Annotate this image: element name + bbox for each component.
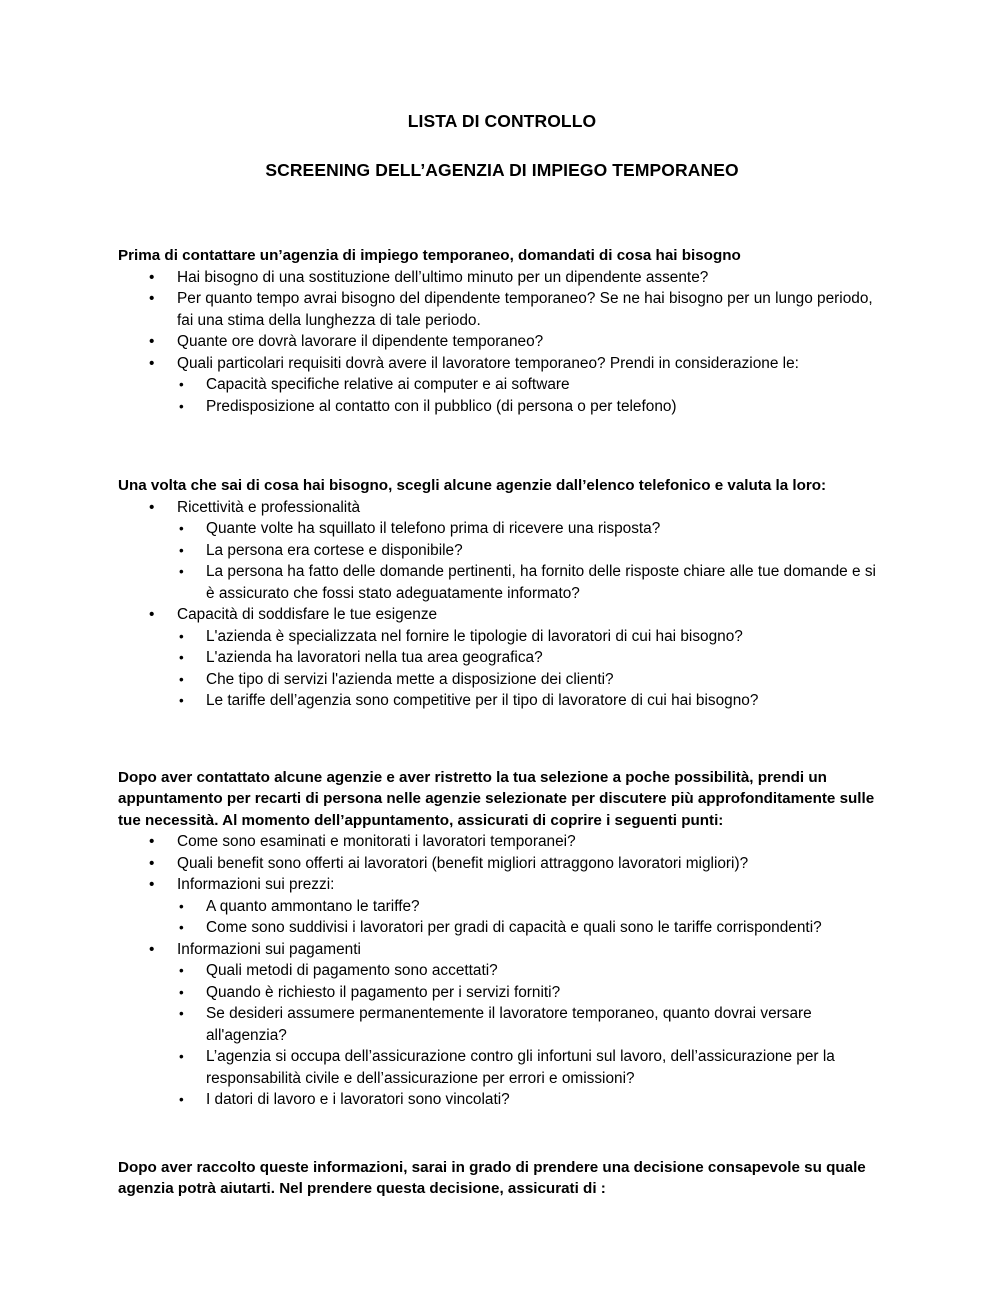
checklist-sublist <box>177 518 886 604</box>
checklist-subitem: • L’agenzia si occupa dell’assicurazione contro gli infortuni sul lavoro, dell’assicurazione per la responsabilità civile e dell’assicurazione per errori e omissioni? <box>177 1046 886 1089</box>
checklist-sublist <box>177 626 886 712</box>
checklist-item <box>118 874 886 939</box>
checklist-subitem: • Quante volte ha squillato il telefono prima di ricevere una risposta? <box>177 518 886 540</box>
checklist-item <box>118 831 886 853</box>
checklist-subitem: • Come sono suddivisi i lavoratori per gradi di capacità e quali sono le tariffe corrispondenti? <box>177 917 886 939</box>
checklist-subitem: • A quanto ammontano le tariffe? <box>177 896 886 918</box>
sections-container <box>118 245 886 1200</box>
checklist-item-label: • Hai bisogno di una sostituzione dell’ultimo minuto per un dipendente assente? <box>177 268 709 286</box>
checklist-item-label: • Quante ore dovrà lavorare il dipendente temporaneo? <box>177 333 544 350</box>
checklist-item <box>118 939 886 1111</box>
checklist-item-label: • Quali particolari requisiti dovrà avere il lavoratore temporaneo? Prendi in considerazione le: <box>177 354 799 372</box>
checklist-item-label: • Ricettività e professionalità <box>177 498 361 516</box>
checklist-item <box>118 353 886 418</box>
title-block <box>118 0 886 179</box>
checklist <box>118 497 886 712</box>
checklist-subitem: • I datori di lavoro e i lavoratori sono vincolati? <box>177 1089 886 1111</box>
checklist-sublist <box>177 374 886 417</box>
checklist-item <box>118 604 886 712</box>
checklist-subitem: • Le tariffe dell’agenzia sono competitive per il tipo di lavoratore di cui hai bisogno? <box>177 690 886 712</box>
checklist-subitem: • Se desideri assumere permanentemente il lavoratore temporaneo, quanto dovrai versare all'agenzia? <box>177 1003 886 1046</box>
section-heading: Dopo aver raccolto queste informazioni, sarai in grado di prendere una decisione consapevole su quale agenzia potrà aiutarti. Nel prendere questa decisione, assicurati di : <box>118 1158 866 1197</box>
checklist-item <box>118 497 886 605</box>
checklist-item <box>118 267 886 289</box>
page-subtitle: SCREENING DELL’AGENZIA DI IMPIEGO TEMPORANEO <box>265 159 739 180</box>
checklist-subitem: • Quali metodi di pagamento sono accettati? <box>177 960 886 982</box>
checklist-item <box>118 853 886 875</box>
checklist-sublist <box>177 960 886 1111</box>
checklist-item-label: • Per quanto tempo avrai bisogno del dipendente temporaneo? Se ne hai bisogno per un lungo periodo, fai una stima della lunghezza di tale periodo. <box>177 290 873 329</box>
checklist-item-label: • Capacità di soddisfare le tue esigenze <box>177 606 438 623</box>
checklist-subitem: • L'azienda ha lavoratori nella tua area geografica? <box>177 647 886 669</box>
checklist <box>118 831 886 1111</box>
checklist-subitem: • L'azienda è specializzata nel fornire le tipologie di lavoratori di cui hai bisogno? <box>177 626 886 648</box>
checklist-subitem: • La persona era cortese e disponibile? <box>177 540 886 562</box>
checklist-item <box>118 288 886 331</box>
checklist-subitem: • La persona ha fatto delle domande pertinenti, ha fornito delle risposte chiare alle tue domande e si è assicurato che fossi stato adeguatamente informato? <box>177 561 886 604</box>
checklist-subitem: • Che tipo di servizi l'azienda mette a disposizione dei clienti? <box>177 669 886 691</box>
checklist-item-label: • Quali benefit sono offerti ai lavoratori (benefit migliori attraggono lavoratori migliori)? <box>177 854 749 872</box>
checklist-item-label: • Informazioni sui pagamenti <box>177 940 361 958</box>
section-heading: Una volta che sai di cosa hai bisogno, scegli alcune agenzie dall’elenco telefonico e valuta la loro: <box>118 477 827 494</box>
checklist <box>118 267 886 418</box>
checklist-subitem: • Quando è richiesto il pagamento per i servizi forniti? <box>177 982 886 1004</box>
checklist-item <box>118 331 886 353</box>
section-heading: Dopo aver contattato alcune agenzie e aver ristretto la tua selezione a poche possibilità, prendi un appuntamento per recarti di persona nelle agenzie selezionate per discutere più approfonditamente sulle tue necessità. Al momento dell’appuntamento, assicurati di coprire i seguenti punti: <box>118 768 875 829</box>
checklist-item-label: • Come sono esaminati e monitorati i lavoratori temporanei? <box>177 833 576 850</box>
document-body <box>118 0 886 1200</box>
page-title: LISTA DI CONTROLLO <box>407 111 597 131</box>
checklist-item-label: • Informazioni sui prezzi: <box>177 876 335 893</box>
checklist-subitem: • Predisposizione al contatto con il pubblico (di persona o per telefono) <box>177 396 886 418</box>
checklist-subitem: • Capacità specifiche relative ai computer e ai software <box>177 374 886 396</box>
section-heading: Prima di contattare un’agenzia di impiego temporaneo, domandati di cosa hai bisogno <box>118 247 741 264</box>
checklist-sublist <box>177 896 886 939</box>
